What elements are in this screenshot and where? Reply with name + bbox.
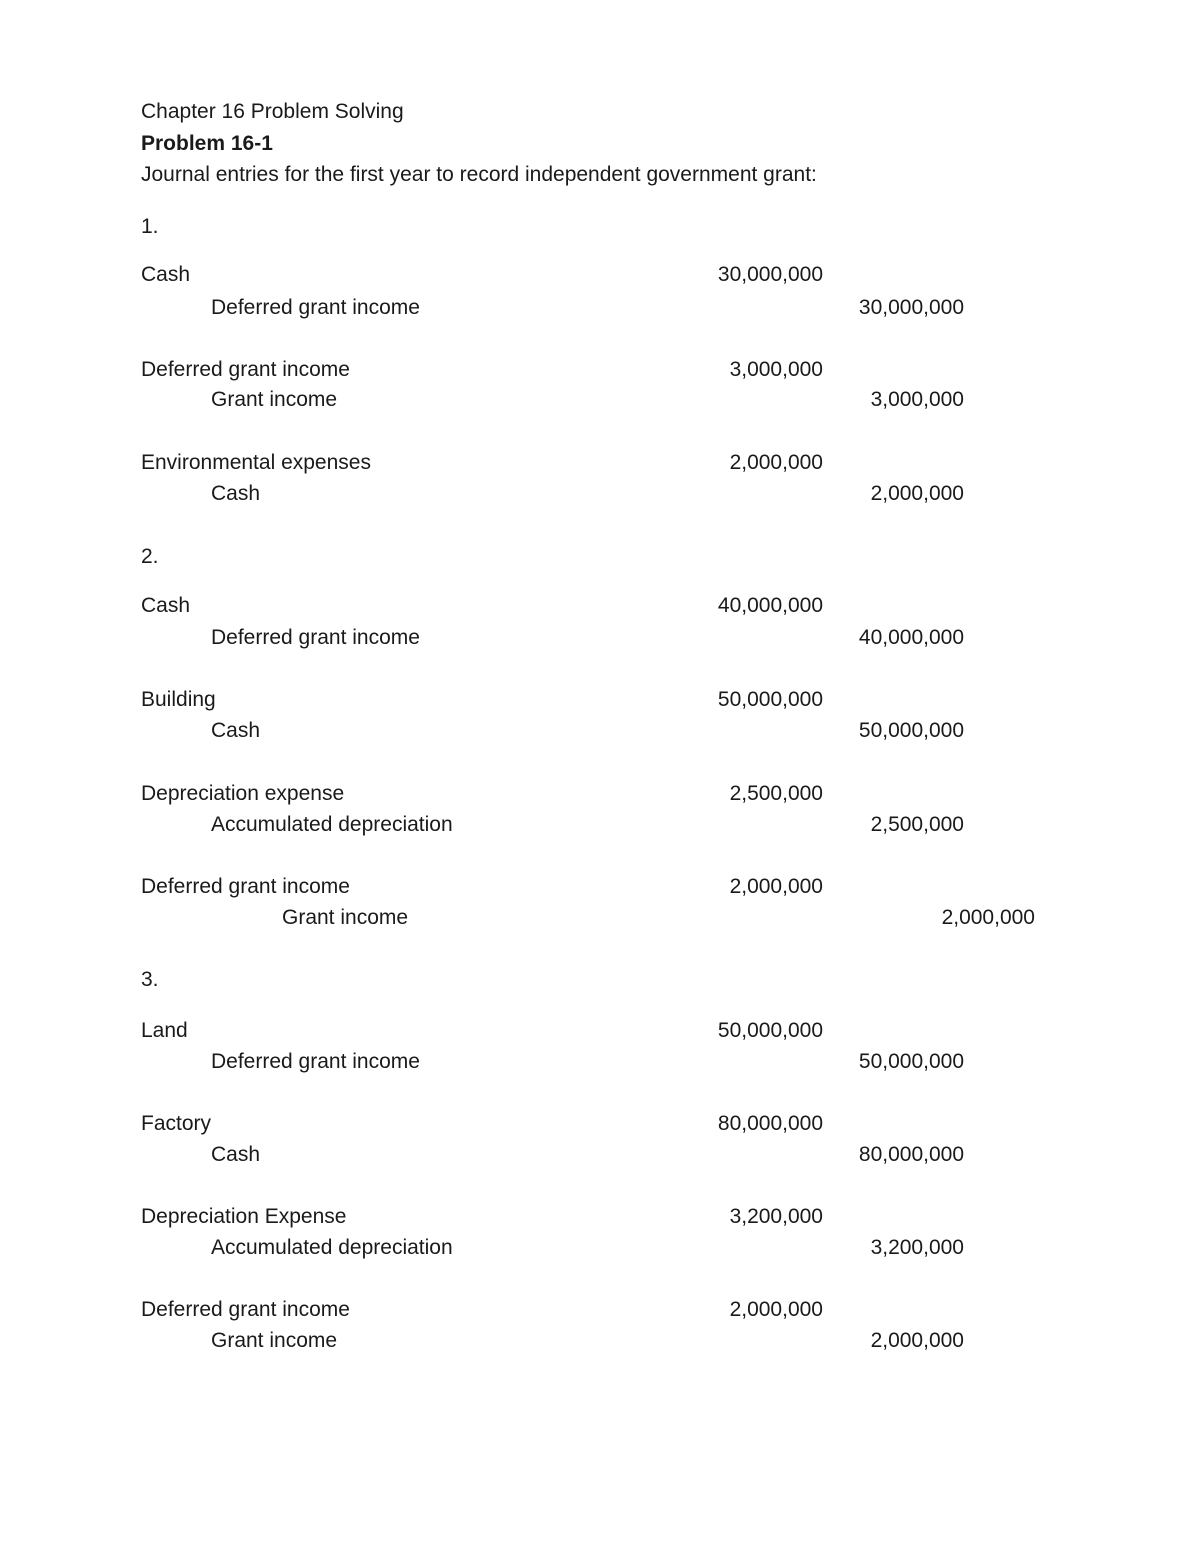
credit-account: Deferred grant income	[211, 1050, 420, 1073]
credit-amount: 2,000,000	[870, 1329, 964, 1352]
chapter-title: Chapter 16 Problem Solving	[141, 100, 404, 123]
credit-account: Deferred grant income	[211, 296, 420, 319]
debit-account: Cash	[141, 594, 191, 617]
debit-account: Cash	[141, 263, 191, 286]
debit-amount: 40,000,000	[717, 594, 823, 617]
debit-account: Deferred grant income	[141, 1298, 350, 1321]
debit-amount: 3,200,000	[729, 1205, 823, 1228]
debit-amount: 3,000,000	[729, 358, 823, 381]
debit-amount: 2,000,000	[729, 451, 823, 474]
credit-account: Cash	[211, 1143, 261, 1166]
debit-amount: 2,500,000	[729, 782, 823, 805]
credit-account: Grant income	[211, 1329, 338, 1352]
credit-amount: 2,000,000	[941, 906, 1035, 929]
debit-account: Land	[141, 1019, 188, 1042]
debit-account: Deferred grant income	[141, 875, 350, 898]
debit-account: Factory	[141, 1112, 212, 1135]
section-number: 2.	[141, 545, 159, 568]
credit-amount: 2,500,000	[870, 813, 964, 836]
credit-amount: 50,000,000	[858, 1050, 964, 1073]
debit-account: Depreciation Expense	[141, 1205, 347, 1228]
credit-account: Cash	[211, 719, 261, 742]
debit-account: Environmental expenses	[141, 451, 371, 474]
credit-account: Grant income	[211, 388, 338, 411]
credit-account: Accumulated depreciation	[211, 1236, 453, 1259]
credit-amount: 2,000,000	[870, 482, 964, 505]
credit-account: Deferred grant income	[211, 626, 420, 649]
debit-amount: 2,000,000	[729, 875, 823, 898]
debit-account: Deferred grant income	[141, 358, 350, 381]
section-number: 1.	[141, 215, 159, 238]
problem-title: Problem 16-1	[141, 132, 273, 155]
credit-account: Cash	[211, 482, 261, 505]
debit-account: Depreciation expense	[141, 782, 345, 805]
debit-amount: 2,000,000	[729, 1298, 823, 1321]
section-number: 3.	[141, 968, 159, 991]
credit-account: Grant income	[282, 906, 409, 929]
instructions: Journal entries for the first year to record independent government grant:	[141, 163, 817, 186]
debit-amount: 50,000,000	[717, 1019, 823, 1042]
credit-amount: 3,000,000	[870, 388, 964, 411]
credit-amount: 40,000,000	[858, 626, 964, 649]
debit-amount: 50,000,000	[717, 688, 823, 711]
debit-amount: 30,000,000	[717, 263, 823, 286]
credit-amount: 30,000,000	[858, 296, 964, 319]
debit-account: Building	[141, 688, 216, 711]
credit-amount: 3,200,000	[870, 1236, 964, 1259]
credit-amount: 50,000,000	[858, 719, 964, 742]
credit-amount: 80,000,000	[858, 1143, 964, 1166]
debit-amount: 80,000,000	[717, 1112, 823, 1135]
credit-account: Accumulated depreciation	[211, 813, 453, 836]
